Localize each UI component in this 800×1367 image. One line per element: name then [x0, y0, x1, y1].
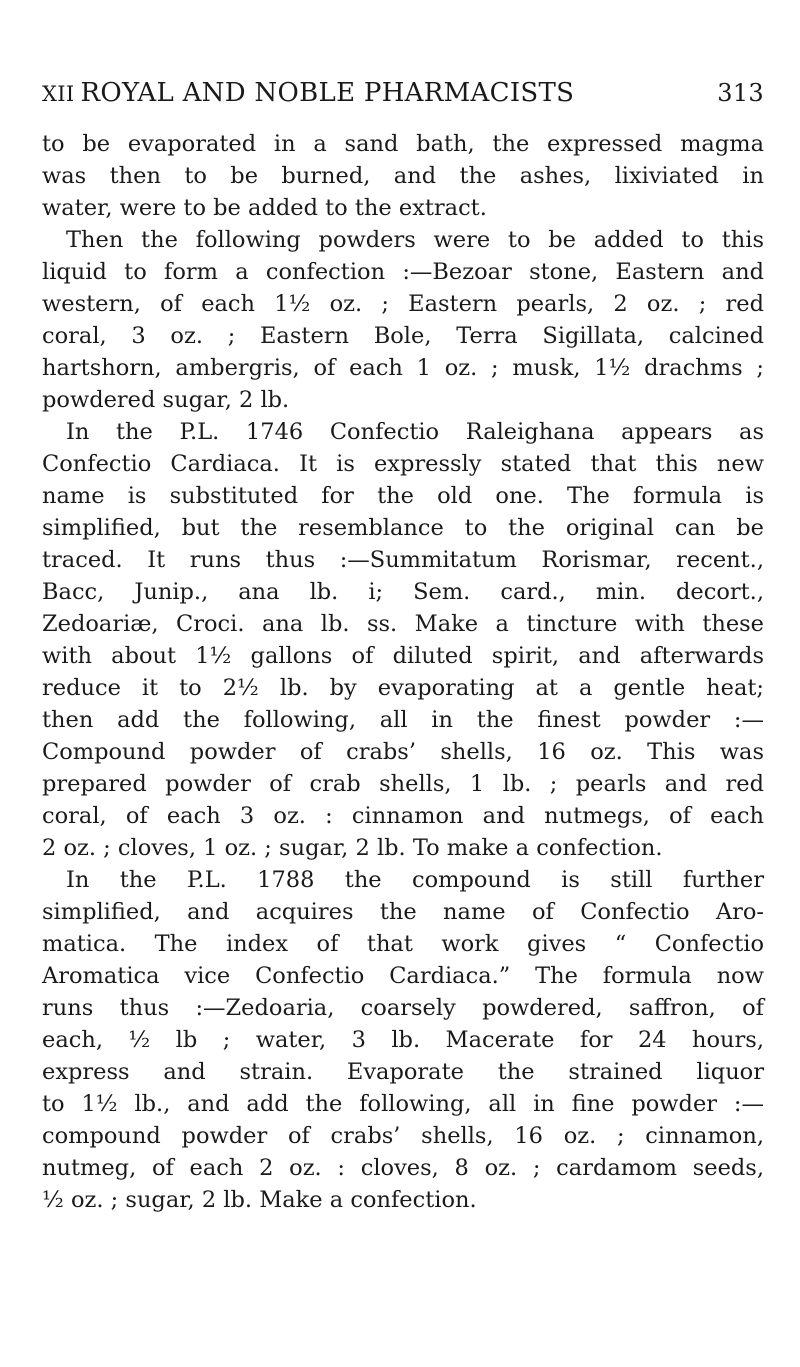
text-line: with about 1½ gallons of diluted spirit, and afterwards [42, 643, 764, 669]
text-line: then add the following, all in the finest powder :— [42, 707, 764, 733]
paragraph [42, 864, 764, 1216]
text-line: was then to be burned, and the ashes, lixiviated in [42, 163, 764, 189]
chapter-number: XII [42, 82, 75, 106]
text-line: coral, of each 3 oz. : cinnamon and nutmegs, of each [42, 803, 764, 829]
text-line: simplified, but the resemblance to the original can be [42, 515, 764, 541]
text-line: Then the following powders were to be added to this [66, 227, 764, 253]
page-number: 313 [717, 79, 764, 107]
paragraph [42, 128, 764, 224]
text-line: matica. The index of that work gives “ Confectio [42, 931, 764, 957]
text-line: nutmeg, of each 2 oz. : cloves, 8 oz. ; cardamom seeds, [42, 1155, 764, 1181]
text-line: ½ oz. ; sugar, 2 lb. Make a confection. [42, 1187, 477, 1213]
text-line: name is substituted for the old one. The formula is [42, 483, 764, 509]
text-line: to be evaporated in a sand bath, the expressed magma [42, 131, 764, 157]
text-line: traced. It runs thus :—Summitatum Rorismar, recent., [42, 547, 764, 573]
running-title: ROYAL AND NOBLE PHARMACISTS [80, 78, 575, 108]
text-line: coral, 3 oz. ; Eastern Bole, Terra Sigillata, calcined [42, 323, 764, 349]
running-head [42, 78, 764, 108]
text-line: reduce it to 2½ lb. by evaporating at a gentle heat; [42, 675, 764, 701]
book-page [42, 78, 764, 1216]
paragraph [42, 416, 764, 864]
text-line: runs thus :—Zedoaria, coarsely powdered, saffron, of [42, 995, 764, 1021]
text-line: powdered sugar, 2 lb. [42, 387, 290, 413]
text-line: water, were to be added to the extract. [42, 195, 487, 221]
text-line: compound powder of crabs’ shells, 16 oz. ; cinnamon, [42, 1123, 764, 1149]
text-line: In the P.L. 1788 the compound is still further [66, 867, 764, 893]
text-line: express and strain. Evaporate the strained liquor [42, 1059, 764, 1085]
text-line: liquid to form a confection :—Bezoar stone, Eastern and [42, 259, 764, 285]
body-text [42, 128, 764, 1216]
text-line: Zedoariæ, Croci. ana lb. ss. Make a tincture with these [42, 611, 764, 637]
paragraph [42, 224, 764, 416]
text-line: Compound powder of crabs’ shells, 16 oz. This was [42, 739, 764, 765]
text-line: western, of each 1½ oz. ; Eastern pearls, 2 oz. ; red [42, 291, 764, 317]
text-line: 2 oz. ; cloves, 1 oz. ; sugar, 2 lb. To make a confection. [42, 835, 663, 861]
text-line: to 1½ lb., and add the following, all in fine powder :— [42, 1091, 764, 1117]
text-line: simplified, and acquires the name of Confectio Aro- [42, 899, 764, 925]
text-line: prepared powder of crab shells, 1 lb. ; pearls and red [42, 771, 764, 797]
text-line: Bacc, Junip., ana lb. i; Sem. card., min. decort., [42, 579, 764, 605]
text-line: hartshorn, ambergris, of each 1 oz. ; musk, 1½ drachms ; [42, 355, 764, 381]
text-line: Aromatica vice Confectio Cardiaca.” The formula now [42, 963, 764, 989]
text-line: each, ½ lb ; water, 3 lb. Macerate for 24 hours, [42, 1027, 764, 1053]
text-line: Confectio Cardiaca. It is expressly stated that this new [42, 451, 764, 477]
text-line: In the P.L. 1746 Confectio Raleighana appears as [66, 419, 764, 445]
